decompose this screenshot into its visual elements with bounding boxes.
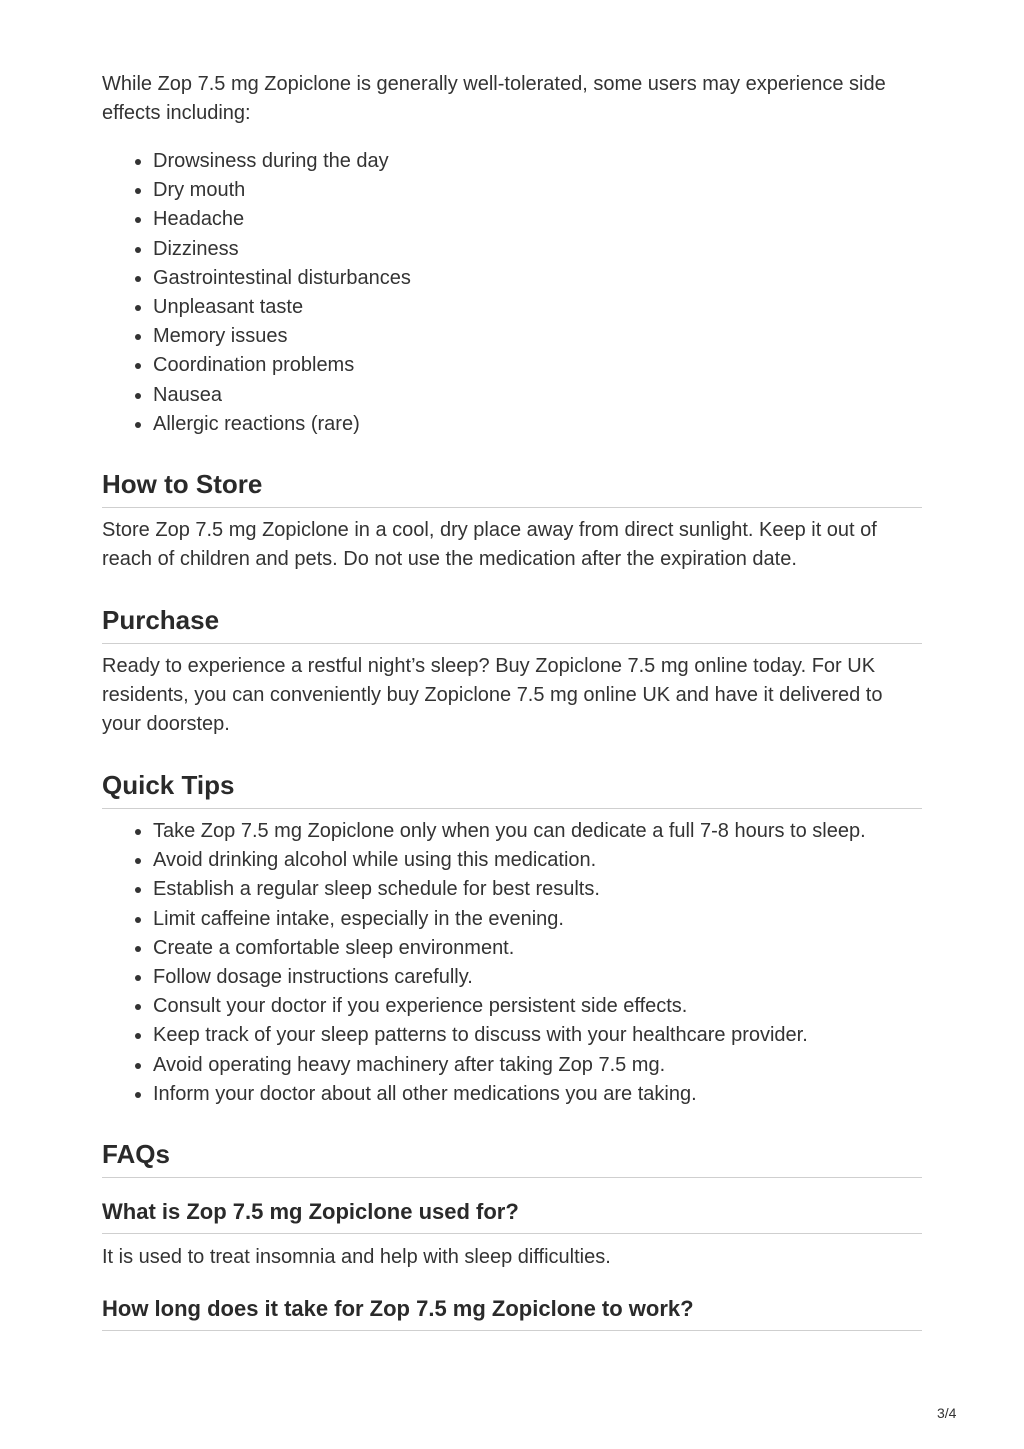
faqs-heading: FAQs — [102, 1139, 922, 1178]
list-item: Dry mouth — [153, 176, 922, 205]
list-item: Nausea — [153, 381, 922, 410]
list-item: Follow dosage instructions carefully. — [153, 963, 922, 992]
list-item: Limit caffeine intake, especially in the evening. — [153, 905, 922, 934]
side-effects-list — [102, 147, 922, 439]
list-item: Coordination problems — [153, 351, 922, 380]
store-heading: How to Store — [102, 469, 922, 508]
list-item: Establish a regular sleep schedule for best results. — [153, 875, 922, 904]
faq-answer: It is used to treat insomnia and help with sleep difficulties. — [102, 1246, 611, 1269]
tips-list — [102, 817, 922, 1109]
store-text: Store Zop 7.5 mg Zopiclone in a cool, dry place away from direct sunlight. Keep it out of reach of children and pets. Do not use the medication after the expiration date. — [102, 519, 877, 571]
list-item: Memory issues — [153, 322, 922, 351]
list-item: Consult your doctor if you experience persistent side effects. — [153, 992, 922, 1021]
purchase-text: Ready to experience a restful night’s sleep? Buy Zopiclone 7.5 mg online today. For UK residents, you can conveniently buy Zopiclone 7.5 mg online UK and have it delivered to your doorstep. — [102, 655, 883, 736]
faq-question: How long does it take for Zop 7.5 mg Zopiclone to work? — [102, 1295, 922, 1331]
page-number: 3/4 — [937, 1405, 957, 1421]
list-item: Dizziness — [153, 235, 922, 264]
list-item: Avoid operating heavy machinery after taking Zop 7.5 mg. — [153, 1051, 922, 1080]
list-item: Headache — [153, 205, 922, 234]
document-page — [102, 70, 922, 1340]
side-effects-intro: While Zop 7.5 mg Zopiclone is generally well-tolerated, some users may experience side effects including: — [102, 73, 886, 124]
faq-question: What is Zop 7.5 mg Zopiclone used for? — [102, 1198, 922, 1234]
list-item: Unpleasant taste — [153, 293, 922, 322]
list-item: Keep track of your sleep patterns to discuss with your healthcare provider. — [153, 1021, 922, 1050]
list-item: Inform your doctor about all other medications you are taking. — [153, 1080, 922, 1109]
tips-heading: Quick Tips — [102, 770, 922, 809]
list-item: Drowsiness during the day — [153, 147, 922, 176]
list-item: Allergic reactions (rare) — [153, 410, 922, 439]
list-item: Take Zop 7.5 mg Zopiclone only when you can dedicate a full 7-8 hours to sleep. — [153, 817, 922, 846]
list-item: Gastrointestinal disturbances — [153, 264, 922, 293]
list-item: Avoid drinking alcohol while using this medication. — [153, 846, 922, 875]
purchase-heading: Purchase — [102, 605, 922, 644]
list-item: Create a comfortable sleep environment. — [153, 934, 922, 963]
